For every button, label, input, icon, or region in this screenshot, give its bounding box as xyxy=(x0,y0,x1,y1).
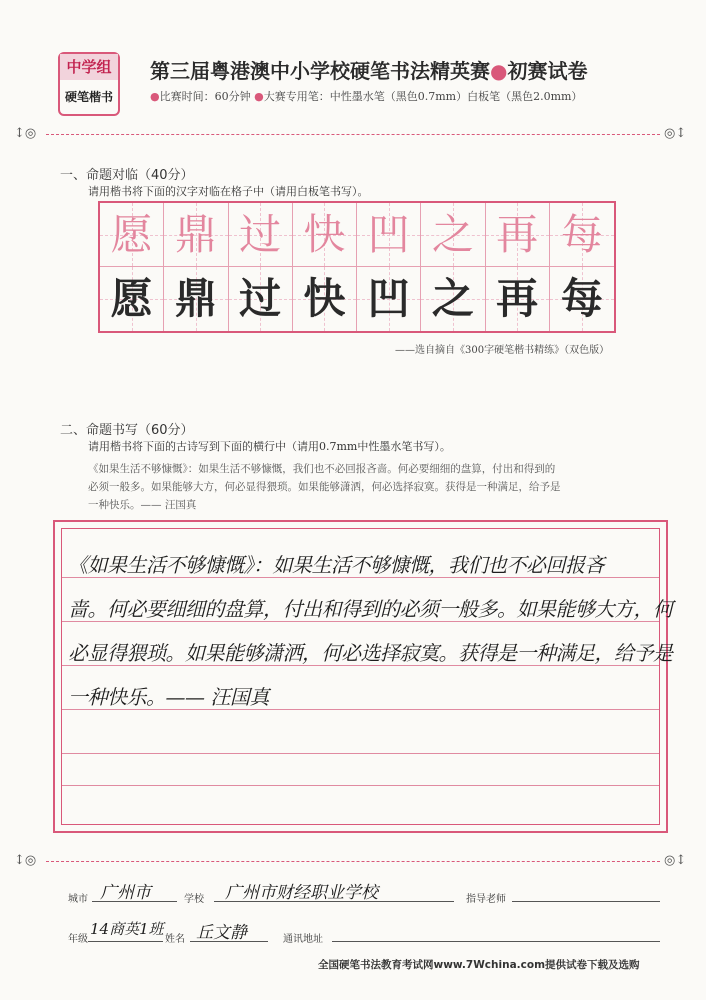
grid-cell xyxy=(421,203,485,267)
grid-cell xyxy=(550,203,614,267)
written-char: 愿 xyxy=(110,274,153,323)
city-label: 城市 xyxy=(68,894,88,905)
model-char: 之 xyxy=(431,209,474,259)
bullet-dot-icon: ● xyxy=(254,90,264,103)
grade-value[interactable]: 14商英1班 xyxy=(90,920,164,938)
written-char: 快 xyxy=(303,274,346,323)
written-char: 过 xyxy=(239,274,282,323)
grid-cell xyxy=(357,203,421,267)
grid-cell[interactable] xyxy=(357,267,421,331)
grid-cell[interactable] xyxy=(229,267,293,331)
grid-cell[interactable] xyxy=(293,267,357,331)
teacher-label: 指导老师 xyxy=(466,894,506,905)
writing-area[interactable] xyxy=(61,528,673,825)
exam-pens: 大赛专用笔：中性墨水笔（黑色0.7mm）白板笔（黑色2.0mm） xyxy=(263,90,583,103)
section2-instruction: 请用楷书将下面的古诗写到下面的横行中（请用0.7mm中性墨水笔书写）。 xyxy=(88,440,451,453)
exam-time: 比赛时间：60分钟 xyxy=(159,90,251,103)
school-label: 学校 xyxy=(184,894,204,905)
grid-cell[interactable] xyxy=(550,267,614,331)
badge-group-label: 中学组 xyxy=(60,54,118,80)
page-title xyxy=(150,55,587,84)
grid-cell[interactable] xyxy=(486,267,550,331)
scroll-ornament-icon: ↕◎ xyxy=(14,126,37,141)
model-char: 再 xyxy=(496,209,539,259)
school-value[interactable]: 广州市财经职业学校 xyxy=(225,883,378,903)
section2-heading: 二、命题书写（60分） xyxy=(60,423,194,438)
handwriting-line: 一种快乐。—— 汪国真 xyxy=(68,685,269,709)
poem-line: 一种快乐。—— 汪国真 xyxy=(88,499,197,511)
model-char: 快 xyxy=(303,209,346,259)
grid-cell[interactable] xyxy=(100,267,164,331)
field-underline xyxy=(214,901,454,902)
handwriting-line: 啬。何必要细细的盘算，付出和得到的必须一般多。如果能够大方，何 xyxy=(68,597,673,621)
model-char: 过 xyxy=(239,209,282,259)
title-main: 第三届粤港澳中小学校硬笔书法精英赛 xyxy=(150,59,490,83)
address-label: 通讯地址 xyxy=(283,934,323,945)
written-char: 再 xyxy=(496,274,539,323)
grid-cell xyxy=(486,203,550,267)
section1-instruction: 请用楷书将下面的汉字对临在格子中（请用白板笔书写）。 xyxy=(88,185,369,198)
badge-style-label: 硬笔楷书 xyxy=(64,90,113,104)
ruled-line xyxy=(62,785,659,786)
field-underline xyxy=(190,941,268,942)
model-char: 鼎 xyxy=(174,209,217,259)
model-char: 凹 xyxy=(367,209,410,259)
title-dot-icon: ● xyxy=(490,59,508,83)
source-citation: ——选自摘自《300字硬笔楷书精练》（双色版） xyxy=(395,345,610,356)
scroll-ornament-icon: ◎↕ xyxy=(664,853,687,868)
writing-box[interactable] xyxy=(53,520,673,833)
handwriting-line: 必显得猥琐。如果能够潇洒，何必选择寂寞。获得是一种满足，给予是 xyxy=(68,641,673,665)
city-value[interactable]: 广州市 xyxy=(100,883,151,903)
name-label: 姓名 xyxy=(165,934,185,945)
practice-grid xyxy=(98,201,616,333)
scroll-ornament-icon: ↕◎ xyxy=(14,853,37,868)
name-value[interactable]: 丘文静 xyxy=(196,923,247,943)
model-char: 愿 xyxy=(110,209,153,259)
poem-line: 《如果生活不够慷慨》：如果生活不够慷慨，我们也不必回报吝啬。何必要细细的盘算，付出和得到的 xyxy=(88,463,556,475)
bullet-dot-icon: ● xyxy=(150,90,160,103)
poem-line: 必须一般多。如果能够大方，何必显得猥琐。如果能够潇洒，何必选择寂寞。获得是一种满足，给予是 xyxy=(88,481,561,493)
grid-cell[interactable] xyxy=(164,267,228,331)
field-underline xyxy=(332,941,660,942)
grid-cell xyxy=(229,203,293,267)
exam-rules xyxy=(150,88,582,104)
field-underline xyxy=(512,901,660,902)
field-underline xyxy=(88,941,163,942)
written-char: 凹 xyxy=(367,274,410,323)
section1-heading: 一、命题对临（40分） xyxy=(60,168,194,183)
divider xyxy=(46,861,660,862)
ruled-line xyxy=(62,753,659,754)
divider xyxy=(46,134,660,135)
handwriting-line: 《如果生活不够慷慨》：如果生活不够慷慨，我们也不必回报吝 xyxy=(68,553,604,577)
title-tail: 初赛试卷 xyxy=(507,59,588,83)
written-char: 每 xyxy=(560,274,603,323)
written-char: 之 xyxy=(431,274,474,323)
model-char: 每 xyxy=(560,209,603,259)
grade-label: 年级 xyxy=(68,934,88,945)
footer-note: 全国硬笔书法教育考试网www.7Wchina.com提供试卷下载及选购 xyxy=(318,959,640,971)
field-underline xyxy=(92,901,177,902)
group-badge xyxy=(58,52,120,116)
grid-cell xyxy=(164,203,228,267)
grid-cell xyxy=(100,203,164,267)
scroll-ornament-icon: ◎↕ xyxy=(664,126,687,141)
grid-cell[interactable] xyxy=(421,267,485,331)
grid-cell xyxy=(293,203,357,267)
poem-text xyxy=(88,460,658,514)
written-char: 鼎 xyxy=(174,274,217,323)
